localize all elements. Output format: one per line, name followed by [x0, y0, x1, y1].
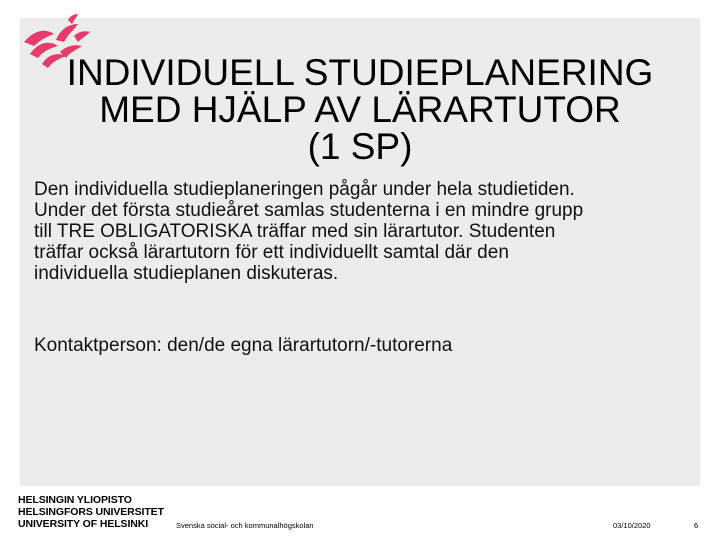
- university-name-sv: HELSINGFORS UNIVERSITET: [18, 506, 164, 518]
- footer-department: Svenska social- och kommunalhögskolan: [176, 521, 314, 530]
- title-line-2: MED HJÄLP AV LÄRARTUTOR: [99, 89, 621, 130]
- body-line-2: Under det första studieåret samlas studenterna i en mindre grupp: [34, 200, 584, 221]
- body-line-1: Den individuella studieplaneringen pågår under hela studietiden.: [34, 179, 575, 200]
- university-name-en: UNIVERSITY OF HELSINKI: [18, 518, 149, 530]
- university-name: [18, 494, 164, 530]
- contact-person: Kontaktperson: den/de egna lärartutorn/-tutorerna: [34, 335, 453, 356]
- title-line-1: INDIVIDUELL STUDIEPLANERING: [66, 52, 654, 93]
- slide-body: [34, 179, 684, 284]
- title-line-3: (1 SP): [307, 126, 413, 167]
- body-line-3: till TRE OBLIGATORISKA träffar med sin lärartutor. Studenten: [34, 221, 556, 242]
- body-line-5: individuella studieplanen diskuteras.: [34, 263, 339, 284]
- page-number: 6: [694, 521, 699, 530]
- slide-title: [20, 54, 700, 165]
- university-name-fi: HELSINGIN YLIOPISTO: [18, 494, 132, 506]
- body-line-4: träffar också lärartutorn för ett individuellt samtal där den: [34, 242, 509, 263]
- footer-date: 03/10/2020: [613, 521, 651, 530]
